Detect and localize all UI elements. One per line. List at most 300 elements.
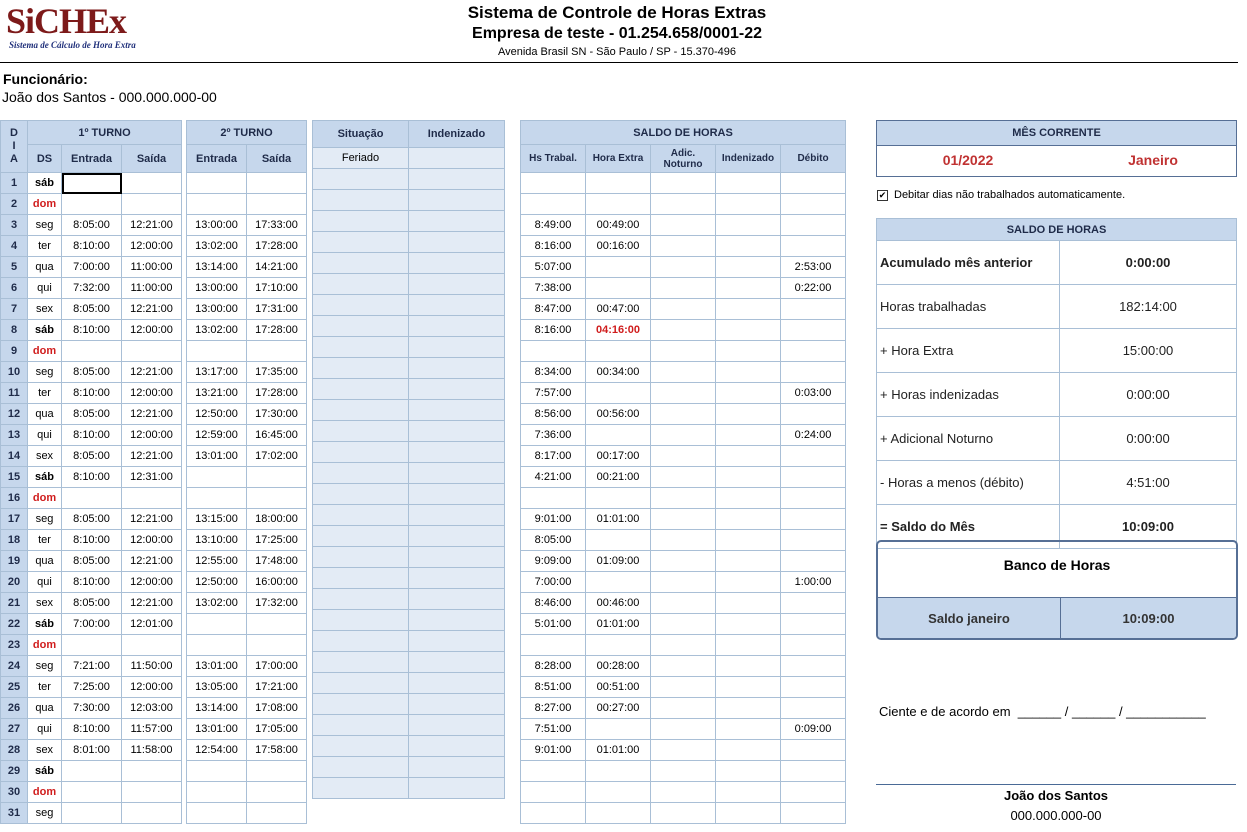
entrada2-cell[interactable]: 13:21:00 bbox=[187, 383, 247, 404]
entrada1-cell[interactable]: 8:10:00 bbox=[62, 425, 122, 446]
entrada2-cell[interactable] bbox=[187, 782, 247, 803]
header-debito: Débito bbox=[781, 145, 846, 173]
table-row bbox=[187, 320, 307, 341]
table-row bbox=[313, 673, 505, 694]
saida1-cell[interactable]: 12:00:00 bbox=[122, 425, 182, 446]
table-row bbox=[521, 530, 846, 551]
entrada1-cell[interactable] bbox=[62, 782, 122, 803]
situacao-cell[interactable] bbox=[313, 169, 409, 190]
saida1-cell[interactable] bbox=[122, 761, 182, 782]
saida1-cell[interactable]: 12:00:00 bbox=[122, 383, 182, 404]
situacao-cell[interactable] bbox=[313, 631, 409, 652]
entrada1-cell[interactable]: 7:00:00 bbox=[62, 257, 122, 278]
adic-noturno-cell bbox=[651, 761, 716, 782]
table-row bbox=[1, 740, 182, 761]
situacao-cell[interactable] bbox=[313, 610, 409, 631]
saida1-cell[interactable]: 12:21:00 bbox=[122, 446, 182, 467]
saida2-cell[interactable]: 17:10:00 bbox=[247, 278, 307, 299]
indenizado-cell[interactable] bbox=[409, 589, 505, 610]
saida2-cell[interactable]: 17:25:00 bbox=[247, 530, 307, 551]
adic-noturno-cell bbox=[651, 614, 716, 635]
entrada1-cell[interactable]: 8:10:00 bbox=[62, 572, 122, 593]
table-row bbox=[1, 299, 182, 320]
weekday-cell: sáb bbox=[28, 467, 62, 488]
saida1-cell[interactable]: 11:00:00 bbox=[122, 257, 182, 278]
entrada1-cell[interactable] bbox=[62, 341, 122, 362]
weekday-cell: seg bbox=[28, 656, 62, 677]
situacao-cell[interactable] bbox=[313, 295, 409, 316]
saida1-cell[interactable]: 12:21:00 bbox=[122, 509, 182, 530]
adic-noturno-cell bbox=[651, 635, 716, 656]
debito-cell bbox=[781, 656, 846, 677]
entrada1-cell[interactable]: 8:10:00 bbox=[62, 530, 122, 551]
entrada2-cell[interactable]: 13:14:00 bbox=[187, 698, 247, 719]
saida1-cell[interactable]: 12:00:00 bbox=[122, 320, 182, 341]
situacao-cell[interactable] bbox=[313, 694, 409, 715]
entrada2-cell[interactable]: 13:00:00 bbox=[187, 278, 247, 299]
table-row bbox=[1, 614, 182, 635]
entrada1-cell[interactable] bbox=[62, 635, 122, 656]
table-row bbox=[521, 404, 846, 425]
saida1-cell[interactable]: 11:00:00 bbox=[122, 278, 182, 299]
day-number: 24 bbox=[1, 656, 28, 677]
saida2-cell[interactable]: 18:00:00 bbox=[247, 509, 307, 530]
situacao-table bbox=[312, 120, 505, 799]
entrada1-cell[interactable] bbox=[62, 488, 122, 509]
situacao-cell[interactable] bbox=[313, 757, 409, 778]
indenizado-cell[interactable] bbox=[409, 631, 505, 652]
entrada2-cell[interactable]: 12:50:00 bbox=[187, 572, 247, 593]
entrada2-cell[interactable] bbox=[187, 803, 247, 824]
saida1-cell[interactable]: 11:58:00 bbox=[122, 740, 182, 761]
adic-noturno-cell bbox=[651, 467, 716, 488]
saida2-cell[interactable] bbox=[247, 761, 307, 782]
indenizado-cell[interactable] bbox=[409, 526, 505, 547]
indenizado-cell[interactable] bbox=[409, 190, 505, 211]
entrada1-cell[interactable]: 7:30:00 bbox=[62, 698, 122, 719]
table-row bbox=[187, 803, 307, 824]
day-number: 14 bbox=[1, 446, 28, 467]
situacao-cell[interactable] bbox=[313, 337, 409, 358]
saida1-cell[interactable]: 12:21:00 bbox=[122, 593, 182, 614]
indenizado-saldo-cell bbox=[716, 173, 781, 194]
entrada2-cell[interactable]: 12:54:00 bbox=[187, 740, 247, 761]
saida1-cell[interactable]: 12:03:00 bbox=[122, 698, 182, 719]
indenizado-saldo-cell bbox=[716, 656, 781, 677]
saida1-cell[interactable]: 11:57:00 bbox=[122, 719, 182, 740]
day-number: 29 bbox=[1, 761, 28, 782]
situacao-cell[interactable] bbox=[313, 484, 409, 505]
indenizado-cell[interactable] bbox=[409, 442, 505, 463]
saida2-cell[interactable] bbox=[247, 803, 307, 824]
entrada1-cell[interactable]: 8:01:00 bbox=[62, 740, 122, 761]
table-row bbox=[313, 274, 505, 295]
table-row bbox=[187, 719, 307, 740]
adic-noturno-cell bbox=[651, 446, 716, 467]
saida2-cell[interactable]: 17:21:00 bbox=[247, 677, 307, 698]
table-row bbox=[187, 215, 307, 236]
entrada1-cell[interactable] bbox=[62, 803, 122, 824]
entrada2-cell[interactable] bbox=[187, 173, 247, 194]
entrada1-cell[interactable]: 8:05:00 bbox=[62, 362, 122, 383]
entrada2-cell[interactable]: 12:59:00 bbox=[187, 425, 247, 446]
saida1-cell[interactable] bbox=[122, 488, 182, 509]
entrada2-cell[interactable]: 13:02:00 bbox=[187, 593, 247, 614]
saida1-cell[interactable] bbox=[122, 194, 182, 215]
table-row bbox=[187, 740, 307, 761]
hs-trabal-cell: 9:01:00 bbox=[521, 509, 586, 530]
saida2-cell[interactable]: 17:33:00 bbox=[247, 215, 307, 236]
indenizado-cell[interactable] bbox=[409, 337, 505, 358]
saida2-cell[interactable]: 16:45:00 bbox=[247, 425, 307, 446]
hs-trabal-cell: 7:57:00 bbox=[521, 383, 586, 404]
situacao-cell[interactable] bbox=[313, 736, 409, 757]
saida1-cell[interactable]: 11:50:00 bbox=[122, 656, 182, 677]
entrada2-cell[interactable]: 13:02:00 bbox=[187, 236, 247, 257]
saida1-cell[interactable]: 12:21:00 bbox=[122, 551, 182, 572]
entrada1-cell[interactable] bbox=[62, 173, 122, 194]
indenizado-cell[interactable] bbox=[409, 169, 505, 190]
hora-extra-cell: 00:51:00 bbox=[586, 677, 651, 698]
entrada2-cell[interactable] bbox=[187, 761, 247, 782]
entrada2-cell[interactable] bbox=[187, 467, 247, 488]
saida2-cell[interactable] bbox=[247, 782, 307, 803]
entrada2-cell[interactable] bbox=[187, 614, 247, 635]
indenizado-cell[interactable] bbox=[409, 421, 505, 442]
saida1-cell[interactable] bbox=[122, 341, 182, 362]
entrada1-cell[interactable] bbox=[62, 194, 122, 215]
saida2-cell[interactable]: 17:48:00 bbox=[247, 551, 307, 572]
situacao-cell[interactable] bbox=[313, 463, 409, 484]
saida2-cell[interactable]: 16:00:00 bbox=[247, 572, 307, 593]
day-number: 9 bbox=[1, 341, 28, 362]
table-row bbox=[187, 362, 307, 383]
employee-value: João dos Santos - 000.000.000-00 bbox=[2, 89, 217, 105]
entrada1-cell[interactable]: 8:10:00 bbox=[62, 236, 122, 257]
debito-cell bbox=[781, 404, 846, 425]
saida2-cell[interactable]: 17:28:00 bbox=[247, 320, 307, 341]
table-row bbox=[521, 719, 846, 740]
saida2-cell[interactable] bbox=[247, 467, 307, 488]
entrada1-cell[interactable]: 8:10:00 bbox=[62, 383, 122, 404]
entrada1-cell[interactable]: 8:05:00 bbox=[62, 215, 122, 236]
saida1-cell[interactable]: 12:21:00 bbox=[122, 299, 182, 320]
weekday-cell: dom bbox=[28, 488, 62, 509]
entrada2-cell[interactable]: 13:01:00 bbox=[187, 719, 247, 740]
entrada2-cell[interactable]: 13:01:00 bbox=[187, 446, 247, 467]
adic-noturno-cell bbox=[651, 383, 716, 404]
hs-trabal-cell: 9:09:00 bbox=[521, 551, 586, 572]
saldo-row bbox=[877, 461, 1237, 505]
situacao-cell[interactable] bbox=[313, 568, 409, 589]
indenizado-cell[interactable] bbox=[409, 400, 505, 421]
debito-cell bbox=[781, 341, 846, 362]
indenizado-saldo-cell bbox=[716, 761, 781, 782]
table-row bbox=[521, 740, 846, 761]
table-row bbox=[313, 778, 505, 799]
ciente-text: Ciente e de acordo em ______ / ______ / ___________ bbox=[879, 704, 1206, 719]
saida2-cell[interactable] bbox=[247, 635, 307, 656]
saldo-value: 0:00:00 bbox=[1060, 373, 1237, 417]
adic-noturno-cell bbox=[651, 341, 716, 362]
table-row bbox=[1, 383, 182, 404]
table-row bbox=[1, 173, 182, 194]
table-row bbox=[1, 593, 182, 614]
saida1-cell[interactable] bbox=[122, 803, 182, 824]
saida1-cell[interactable]: 12:00:00 bbox=[122, 236, 182, 257]
indenizado-cell[interactable] bbox=[409, 295, 505, 316]
debito-cell bbox=[781, 446, 846, 467]
entrada2-cell[interactable]: 13:00:00 bbox=[187, 215, 247, 236]
indenizado-saldo-cell bbox=[716, 341, 781, 362]
header-entrada2: Entrada bbox=[187, 145, 247, 173]
entrada1-cell[interactable]: 8:05:00 bbox=[62, 551, 122, 572]
situacao-cell[interactable] bbox=[313, 547, 409, 568]
entrada2-cell[interactable] bbox=[187, 488, 247, 509]
indenizado-saldo-cell bbox=[716, 719, 781, 740]
situacao-cell[interactable] bbox=[313, 316, 409, 337]
entrada1-cell[interactable]: 8:05:00 bbox=[62, 404, 122, 425]
entrada2-cell[interactable] bbox=[187, 635, 247, 656]
entrada2-cell[interactable]: 13:17:00 bbox=[187, 362, 247, 383]
indenizado-cell[interactable] bbox=[409, 694, 505, 715]
debit-checkbox[interactable]: ✔ bbox=[878, 190, 887, 200]
entrada2-cell[interactable]: 13:10:00 bbox=[187, 530, 247, 551]
saldo-value: 15:00:00 bbox=[1060, 329, 1237, 373]
table-row bbox=[313, 400, 505, 421]
adic-noturno-cell bbox=[651, 425, 716, 446]
saida2-cell[interactable] bbox=[247, 614, 307, 635]
table-row bbox=[521, 257, 846, 278]
table-row bbox=[1, 635, 182, 656]
situacao-cell[interactable] bbox=[313, 190, 409, 211]
saida2-cell[interactable]: 17:32:00 bbox=[247, 593, 307, 614]
hora-extra-cell: 00:49:00 bbox=[586, 215, 651, 236]
situacao-cell[interactable] bbox=[313, 505, 409, 526]
situacao-cell[interactable] bbox=[313, 421, 409, 442]
table-row bbox=[1, 467, 182, 488]
entrada1-cell[interactable]: 8:05:00 bbox=[62, 509, 122, 530]
entrada2-cell[interactable]: 12:55:00 bbox=[187, 551, 247, 572]
banco-title: Banco de Horas bbox=[1003, 557, 1111, 573]
hora-extra-cell bbox=[586, 383, 651, 404]
saida1-cell[interactable]: 12:21:00 bbox=[122, 362, 182, 383]
table-row bbox=[187, 488, 307, 509]
saida1-cell[interactable]: 12:00:00 bbox=[122, 572, 182, 593]
hora-extra-cell bbox=[586, 425, 651, 446]
entrada2-cell[interactable]: 12:50:00 bbox=[187, 404, 247, 425]
indenizado-cell[interactable] bbox=[409, 757, 505, 778]
situacao-cell[interactable] bbox=[313, 778, 409, 799]
saida2-cell[interactable]: 17:58:00 bbox=[247, 740, 307, 761]
entrada1-cell[interactable]: 7:00:00 bbox=[62, 614, 122, 635]
table-row bbox=[187, 194, 307, 215]
weekday-cell: dom bbox=[28, 782, 62, 803]
saida1-cell[interactable]: 12:00:00 bbox=[122, 530, 182, 551]
header-ds: DS bbox=[28, 145, 62, 173]
table-row bbox=[187, 278, 307, 299]
table-row bbox=[187, 173, 307, 194]
day-number: 18 bbox=[1, 530, 28, 551]
entrada1-cell[interactable]: 7:21:00 bbox=[62, 656, 122, 677]
situacao-cell[interactable] bbox=[313, 652, 409, 673]
saida2-cell[interactable]: 17:30:00 bbox=[247, 404, 307, 425]
saida2-cell[interactable]: 14:21:00 bbox=[247, 257, 307, 278]
table-row bbox=[187, 236, 307, 257]
entrada2-cell[interactable]: 13:01:00 bbox=[187, 656, 247, 677]
indenizado-saldo-cell bbox=[716, 278, 781, 299]
saida2-cell[interactable]: 17:02:00 bbox=[247, 446, 307, 467]
entrada2-cell[interactable]: 13:00:00 bbox=[187, 299, 247, 320]
entrada1-cell[interactable]: 8:05:00 bbox=[62, 299, 122, 320]
table-row bbox=[313, 316, 505, 337]
day-number: 13 bbox=[1, 425, 28, 446]
debito-cell bbox=[781, 362, 846, 383]
table-row bbox=[187, 257, 307, 278]
saida2-cell[interactable]: 17:28:00 bbox=[247, 236, 307, 257]
adic-noturno-cell bbox=[651, 236, 716, 257]
debito-cell bbox=[781, 551, 846, 572]
mes-corrente-number[interactable]: 01/2022 bbox=[942, 152, 994, 168]
indenizado-cell[interactable] bbox=[409, 568, 505, 589]
day-number: 26 bbox=[1, 698, 28, 719]
hora-extra-cell: 01:09:00 bbox=[586, 551, 651, 572]
situacao-cell[interactable] bbox=[313, 526, 409, 547]
indenizado-cell[interactable] bbox=[409, 778, 505, 799]
situacao-cell[interactable] bbox=[313, 379, 409, 400]
saida1-cell[interactable] bbox=[122, 635, 182, 656]
saida1-cell[interactable]: 12:21:00 bbox=[122, 215, 182, 236]
entrada2-cell[interactable] bbox=[187, 194, 247, 215]
entrada2-cell[interactable]: 13:14:00 bbox=[187, 257, 247, 278]
indenizado-cell[interactable] bbox=[409, 652, 505, 673]
indenizado-cell[interactable] bbox=[409, 379, 505, 400]
saida1-cell[interactable]: 12:31:00 bbox=[122, 467, 182, 488]
situacao-cell[interactable]: Feriado bbox=[313, 148, 409, 169]
entrada2-cell[interactable] bbox=[187, 341, 247, 362]
table-row bbox=[313, 253, 505, 274]
weekday-cell: sáb bbox=[28, 614, 62, 635]
saida2-cell[interactable]: 17:28:00 bbox=[247, 383, 307, 404]
saida1-cell[interactable]: 12:01:00 bbox=[122, 614, 182, 635]
indenizado-cell[interactable] bbox=[409, 316, 505, 337]
saida2-cell[interactable]: 17:31:00 bbox=[247, 299, 307, 320]
situacao-cell[interactable] bbox=[313, 232, 409, 253]
indenizado-cell[interactable] bbox=[409, 148, 505, 169]
saida2-cell[interactable] bbox=[247, 341, 307, 362]
hora-extra-cell bbox=[586, 803, 651, 824]
indenizado-cell[interactable] bbox=[409, 715, 505, 736]
indenizado-cell[interactable] bbox=[409, 463, 505, 484]
indenizado-cell[interactable] bbox=[409, 232, 505, 253]
entrada1-cell[interactable]: 8:10:00 bbox=[62, 320, 122, 341]
hs-trabal-cell: 5:01:00 bbox=[521, 614, 586, 635]
entrada2-cell[interactable]: 13:15:00 bbox=[187, 509, 247, 530]
debito-cell bbox=[781, 614, 846, 635]
logo: SiCHEx bbox=[6, 1, 127, 41]
entrada1-cell[interactable]: 7:32:00 bbox=[62, 278, 122, 299]
adic-noturno-cell bbox=[651, 740, 716, 761]
table-row bbox=[313, 358, 505, 379]
indenizado-saldo-cell bbox=[716, 677, 781, 698]
indenizado-saldo-cell bbox=[716, 215, 781, 236]
table-row bbox=[313, 232, 505, 253]
header-turno1: 1º TURNO bbox=[28, 121, 182, 145]
entrada1-cell[interactable]: 8:10:00 bbox=[62, 467, 122, 488]
saida2-cell[interactable]: 17:08:00 bbox=[247, 698, 307, 719]
table-row bbox=[313, 463, 505, 484]
saida2-cell[interactable]: 17:35:00 bbox=[247, 362, 307, 383]
entrada2-cell[interactable]: 13:02:00 bbox=[187, 320, 247, 341]
table-row bbox=[521, 341, 846, 362]
saida2-cell[interactable]: 17:00:00 bbox=[247, 656, 307, 677]
entrada1-cell[interactable]: 8:10:00 bbox=[62, 719, 122, 740]
table-row bbox=[313, 337, 505, 358]
situacao-cell[interactable] bbox=[313, 211, 409, 232]
entrada2-cell[interactable]: 13:05:00 bbox=[187, 677, 247, 698]
entrada1-cell[interactable]: 8:05:00 bbox=[62, 593, 122, 614]
header-saida2: Saída bbox=[247, 145, 307, 173]
saida1-cell[interactable] bbox=[122, 782, 182, 803]
saida2-cell[interactable] bbox=[247, 194, 307, 215]
indenizado-cell[interactable] bbox=[409, 274, 505, 295]
hs-trabal-cell: 5:07:00 bbox=[521, 257, 586, 278]
situacao-cell[interactable] bbox=[313, 358, 409, 379]
situacao-cell[interactable] bbox=[313, 589, 409, 610]
saida2-cell[interactable] bbox=[247, 488, 307, 509]
table-row bbox=[187, 530, 307, 551]
indenizado-cell[interactable] bbox=[409, 484, 505, 505]
entrada1-cell[interactable] bbox=[62, 761, 122, 782]
saida2-cell[interactable] bbox=[247, 173, 307, 194]
situacao-cell[interactable] bbox=[313, 673, 409, 694]
situacao-cell[interactable] bbox=[313, 274, 409, 295]
indenizado-cell[interactable] bbox=[409, 253, 505, 274]
weekday-cell: ter bbox=[28, 236, 62, 257]
indenizado-cell[interactable] bbox=[409, 211, 505, 232]
table-row bbox=[1, 572, 182, 593]
table-row bbox=[313, 148, 505, 169]
situacao-cell[interactable] bbox=[313, 715, 409, 736]
situacao-cell[interactable] bbox=[313, 442, 409, 463]
saida1-cell[interactable] bbox=[122, 173, 182, 194]
hs-trabal-cell: 9:01:00 bbox=[521, 740, 586, 761]
saida2-cell[interactable]: 17:05:00 bbox=[247, 719, 307, 740]
table-row bbox=[313, 505, 505, 526]
adic-noturno-cell bbox=[651, 488, 716, 509]
saldo-label: = Saldo do Mês bbox=[877, 505, 1060, 549]
indenizado-cell[interactable] bbox=[409, 610, 505, 631]
indenizado-cell[interactable] bbox=[409, 505, 505, 526]
hora-extra-cell bbox=[586, 257, 651, 278]
indenizado-cell[interactable] bbox=[409, 547, 505, 568]
entrada1-cell[interactable]: 8:05:00 bbox=[62, 446, 122, 467]
debito-cell: 0:22:00 bbox=[781, 278, 846, 299]
entrada1-cell[interactable]: 7:25:00 bbox=[62, 677, 122, 698]
debito-cell bbox=[781, 635, 846, 656]
table-row bbox=[521, 215, 846, 236]
indenizado-cell[interactable] bbox=[409, 673, 505, 694]
indenizado-cell[interactable] bbox=[409, 358, 505, 379]
adic-noturno-cell bbox=[651, 782, 716, 803]
indenizado-cell[interactable] bbox=[409, 736, 505, 757]
saida1-cell[interactable]: 12:00:00 bbox=[122, 677, 182, 698]
situacao-cell[interactable] bbox=[313, 253, 409, 274]
hs-trabal-cell: 8:47:00 bbox=[521, 299, 586, 320]
situacao-cell[interactable] bbox=[313, 400, 409, 421]
table-row bbox=[521, 362, 846, 383]
saida1-cell[interactable]: 12:21:00 bbox=[122, 404, 182, 425]
